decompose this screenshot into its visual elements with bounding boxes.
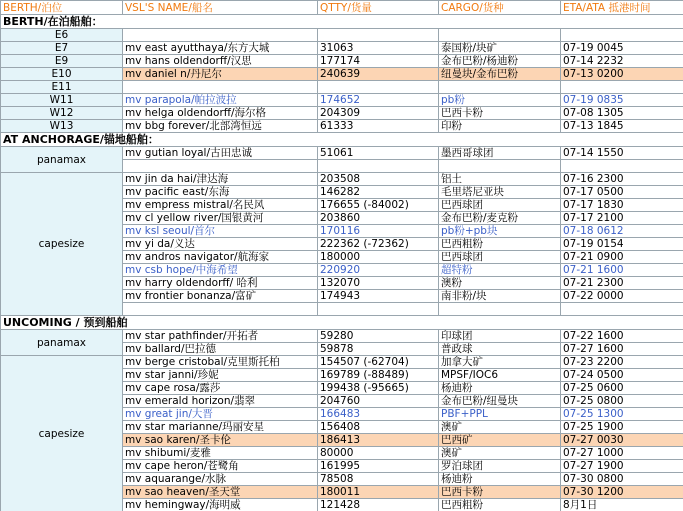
- table-row: [1, 330, 683, 343]
- berth-label-cell[interactable]: E6: [1, 29, 123, 42]
- quantity-cell[interactable]: 170116: [318, 225, 439, 238]
- vessel-name-cell[interactable]: mv jin da hai/津达海: [123, 173, 318, 186]
- eta-cell[interactable]: 07-16 2300: [561, 173, 683, 186]
- header-row: [1, 1, 683, 15]
- cargo-cell[interactable]: 普政球: [439, 343, 561, 356]
- quantity-cell[interactable]: 146282: [318, 186, 439, 199]
- vessel-name-cell[interactable]: mv parapola/帕拉波拉: [123, 94, 318, 107]
- cargo-cell[interactable]: 巴西球团: [439, 199, 561, 212]
- header-cargo[interactable]: CARGO/货种: [439, 1, 561, 15]
- vessel-name-cell[interactable]: mv gutian loyal/古田忠诚: [123, 147, 318, 160]
- eta-cell[interactable]: 07-21 1600: [561, 264, 683, 277]
- cargo-cell[interactable]: 墨西哥球团: [439, 147, 561, 160]
- table-row: [1, 94, 683, 107]
- cargo-cell[interactable]: pb粉: [439, 94, 561, 107]
- cargo-cell[interactable]: 巴西卡粉: [439, 107, 561, 120]
- eta-cell[interactable]: 07-24 0500: [561, 369, 683, 382]
- header-eta[interactable]: ETA/ATA 抵港时间: [561, 1, 683, 15]
- quantity-cell[interactable]: 180000: [318, 251, 439, 264]
- quantity-cell[interactable]: 61333: [318, 120, 439, 133]
- section-title-row: [1, 133, 683, 147]
- cargo-cell[interactable]: 印粉: [439, 120, 561, 133]
- vessel-name-cell[interactable]: [123, 81, 318, 94]
- quantity-cell[interactable]: [318, 160, 439, 173]
- cargo-cell[interactable]: 澳矿: [439, 447, 561, 460]
- vessel-name-cell[interactable]: mv emerald horizon/翡翠: [123, 395, 318, 408]
- table-row: [1, 81, 683, 94]
- vessel-name-cell[interactable]: mv yi da/义达: [123, 238, 318, 251]
- cargo-cell[interactable]: 罗泊球团: [439, 460, 561, 473]
- header-berth[interactable]: BERTH/泊位: [1, 1, 123, 15]
- header-quantity[interactable]: QTTY/货量: [318, 1, 439, 15]
- eta-cell[interactable]: 07-13 1845: [561, 120, 683, 133]
- eta-cell[interactable]: 07-25 0600: [561, 382, 683, 395]
- eta-cell[interactable]: 07-25 0800: [561, 395, 683, 408]
- quantity-cell[interactable]: 186413: [318, 434, 439, 447]
- vessel-name-cell[interactable]: mv star marianne/玛丽安星: [123, 421, 318, 434]
- eta-cell[interactable]: [561, 81, 683, 94]
- cargo-cell[interactable]: 纽曼块/金布巴粉: [439, 68, 561, 81]
- eta-cell[interactable]: 07-17 0500: [561, 186, 683, 199]
- quantity-cell[interactable]: 166483: [318, 408, 439, 421]
- quantity-cell[interactable]: 121428: [318, 499, 439, 511]
- eta-cell[interactable]: [561, 303, 683, 316]
- quantity-cell[interactable]: 176655 (-84002): [318, 199, 439, 212]
- vessel-name-cell[interactable]: mv frontier bonanza/富矿: [123, 290, 318, 303]
- cargo-cell[interactable]: PBF+PPL: [439, 408, 561, 421]
- vessel-name-cell[interactable]: mv star janni/珍妮: [123, 369, 318, 382]
- table-row: [1, 29, 683, 42]
- eta-cell[interactable]: 07-30 0800: [561, 473, 683, 486]
- eta-cell[interactable]: 07-27 0030: [561, 434, 683, 447]
- eta-cell[interactable]: 07-22 0000: [561, 290, 683, 303]
- vessel-name-cell[interactable]: mv star pathfinder/开拓者: [123, 330, 318, 343]
- table-row: [1, 147, 683, 160]
- header-vessel-name[interactable]: VSL'S NAME/船名: [123, 1, 318, 15]
- cargo-cell[interactable]: 泰国粉/块矿: [439, 42, 561, 55]
- section-title[interactable]: BERTH/在泊船舶：: [1, 15, 683, 29]
- quantity-cell[interactable]: 132070: [318, 277, 439, 290]
- quantity-cell[interactable]: [318, 81, 439, 94]
- cargo-cell[interactable]: 加拿大矿: [439, 356, 561, 369]
- table-row: [1, 107, 683, 120]
- vessel-name-cell[interactable]: mv hans oldendorff/汉思: [123, 55, 318, 68]
- berth-label-cell[interactable]: E7: [1, 42, 123, 55]
- eta-cell[interactable]: 07-08 1305: [561, 107, 683, 120]
- quantity-cell[interactable]: 199438 (-95665): [318, 382, 439, 395]
- cargo-cell[interactable]: [439, 29, 561, 42]
- berth-label-cell[interactable]: W12: [1, 107, 123, 120]
- vessel-name-cell[interactable]: mv empress mistral/名民风: [123, 199, 318, 212]
- vessel-name-cell[interactable]: mv shibumi/麦雅: [123, 447, 318, 460]
- quantity-cell[interactable]: 51061: [318, 147, 439, 160]
- cargo-cell[interactable]: 金布巴粉/杨迪粉: [439, 55, 561, 68]
- vessel-name-cell[interactable]: mv ksl seoul/首尔: [123, 225, 318, 238]
- vessel-name-cell[interactable]: mv daniel n/丹尼尔: [123, 68, 318, 81]
- vessel-name-cell[interactable]: mv cape rosa/露莎: [123, 382, 318, 395]
- cargo-cell[interactable]: 南非粉/块: [439, 290, 561, 303]
- quantity-cell[interactable]: 222362 (-72362): [318, 238, 439, 251]
- cargo-cell[interactable]: 澳粉: [439, 277, 561, 290]
- vessel-name-cell[interactable]: mv great jin/大晋: [123, 408, 318, 421]
- quantity-cell[interactable]: 240639: [318, 68, 439, 81]
- eta-cell[interactable]: [561, 160, 683, 173]
- vessel-name-cell[interactable]: [123, 303, 318, 316]
- cargo-cell[interactable]: 铝土: [439, 173, 561, 186]
- eta-cell[interactable]: 07-30 1200: [561, 486, 683, 499]
- berth-label-cell[interactable]: E10: [1, 68, 123, 81]
- berth-label-cell[interactable]: capesize: [1, 356, 123, 511]
- berth-label-cell[interactable]: panamax: [1, 330, 123, 356]
- eta-cell[interactable]: 07-21 0900: [561, 251, 683, 264]
- cargo-cell[interactable]: 金布巴粉/纽曼块: [439, 395, 561, 408]
- quantity-cell[interactable]: 204760: [318, 395, 439, 408]
- cargo-cell[interactable]: 毛里塔尼亚块: [439, 186, 561, 199]
- quantity-cell[interactable]: 31063: [318, 42, 439, 55]
- cargo-cell[interactable]: 印球团: [439, 330, 561, 343]
- vessel-name-cell[interactable]: mv cape heron/苍鹭角: [123, 460, 318, 473]
- cargo-cell[interactable]: [439, 303, 561, 316]
- table-row: [1, 42, 683, 55]
- section-title[interactable]: UNCOMING / 预到船舶: [1, 316, 683, 330]
- cargo-cell[interactable]: 超特粉: [439, 264, 561, 277]
- eta-cell[interactable]: 07-27 1000: [561, 447, 683, 460]
- eta-cell[interactable]: 07-27 1900: [561, 460, 683, 473]
- vessel-name-cell[interactable]: [123, 29, 318, 42]
- berth-label-cell[interactable]: W11: [1, 94, 123, 107]
- eta-cell[interactable]: 07-17 1830: [561, 199, 683, 212]
- cargo-cell[interactable]: 巴西球团: [439, 251, 561, 264]
- eta-cell[interactable]: 07-25 1300: [561, 408, 683, 421]
- vessel-name-cell[interactable]: mv hemingway/海明威: [123, 499, 318, 511]
- eta-cell[interactable]: 07-19 0045: [561, 42, 683, 55]
- vessel-name-cell[interactable]: mv sao karen/圣卡伦: [123, 434, 318, 447]
- eta-cell[interactable]: 07-21 2300: [561, 277, 683, 290]
- quantity-cell[interactable]: 174943: [318, 290, 439, 303]
- vessel-name-cell[interactable]: mv bbg forever/北部湾恒远: [123, 120, 318, 133]
- quantity-cell[interactable]: [318, 303, 439, 316]
- vessel-name-cell[interactable]: mv ballard/巴拉德: [123, 343, 318, 356]
- section-title-row: [1, 15, 683, 29]
- vessel-name-cell[interactable]: mv sao heaven/圣天堂: [123, 486, 318, 499]
- vessel-name-cell[interactable]: mv aquarange/水脉: [123, 473, 318, 486]
- eta-cell[interactable]: 07-19 0154: [561, 238, 683, 251]
- quantity-cell[interactable]: 80000: [318, 447, 439, 460]
- vessel-name-cell[interactable]: mv cl yellow river/国银黄河: [123, 212, 318, 225]
- table-row: [1, 173, 683, 186]
- cargo-cell[interactable]: 巴西粗粉: [439, 238, 561, 251]
- eta-cell[interactable]: 07-19 0835: [561, 94, 683, 107]
- quantity-cell[interactable]: 161995: [318, 460, 439, 473]
- cargo-cell[interactable]: 巴西矿: [439, 434, 561, 447]
- table-row: [1, 68, 683, 81]
- eta-cell[interactable]: 07-13 0200: [561, 68, 683, 81]
- quantity-cell[interactable]: 180011: [318, 486, 439, 499]
- quantity-cell[interactable]: 203860: [318, 212, 439, 225]
- cargo-cell[interactable]: 杨迪粉: [439, 473, 561, 486]
- quantity-cell[interactable]: 59878: [318, 343, 439, 356]
- section-title[interactable]: AT ANCHORAGE/锚地船舶：: [1, 133, 683, 147]
- table-row: [1, 120, 683, 133]
- vessel-name-cell[interactable]: [123, 160, 318, 173]
- cargo-cell[interactable]: pb粉+pb块: [439, 225, 561, 238]
- section-title-row: [1, 316, 683, 330]
- cargo-cell[interactable]: MPSF/IOC6: [439, 369, 561, 382]
- table-row: [1, 356, 683, 369]
- cargo-cell[interactable]: 杨迪粉: [439, 382, 561, 395]
- quantity-cell[interactable]: 154507 (-62704): [318, 356, 439, 369]
- quantity-cell[interactable]: 177174: [318, 55, 439, 68]
- berth-label-cell[interactable]: E11: [1, 81, 123, 94]
- eta-cell[interactable]: 8月1日: [561, 499, 683, 511]
- berth-label-cell[interactable]: panamax: [1, 147, 123, 173]
- eta-cell[interactable]: 07-27 1600: [561, 343, 683, 356]
- vessel-name-cell[interactable]: mv pacific east/东海: [123, 186, 318, 199]
- quantity-cell[interactable]: [318, 29, 439, 42]
- cargo-cell[interactable]: 巴西卡粉: [439, 486, 561, 499]
- table-row: [1, 55, 683, 68]
- vessel-name-cell[interactable]: mv berge cristobal/克里斯托柏: [123, 356, 318, 369]
- eta-cell[interactable]: 07-14 1550: [561, 147, 683, 160]
- eta-cell[interactable]: 07-14 2232: [561, 55, 683, 68]
- eta-cell[interactable]: 07-23 2200: [561, 356, 683, 369]
- vessel-name-cell[interactable]: mv andros navigator/航海家: [123, 251, 318, 264]
- cargo-cell[interactable]: 金布巴粉/麦克粉: [439, 212, 561, 225]
- eta-cell[interactable]: 07-25 1900: [561, 421, 683, 434]
- berth-label-cell[interactable]: W13: [1, 120, 123, 133]
- quantity-cell[interactable]: 204309: [318, 107, 439, 120]
- quantity-cell[interactable]: 156408: [318, 421, 439, 434]
- cargo-cell[interactable]: 澳矿: [439, 421, 561, 434]
- quantity-cell[interactable]: 203508: [318, 173, 439, 186]
- quantity-cell[interactable]: 78508: [318, 473, 439, 486]
- quantity-cell[interactable]: 169789 (-88489): [318, 369, 439, 382]
- cargo-cell[interactable]: [439, 81, 561, 94]
- berth-label-cell[interactable]: E9: [1, 55, 123, 68]
- vessel-name-cell[interactable]: mv east ayutthaya/东方大城: [123, 42, 318, 55]
- quantity-cell[interactable]: 59280: [318, 330, 439, 343]
- vessel-name-cell[interactable]: mv harry oldendorff/ 哈利: [123, 277, 318, 290]
- eta-cell[interactable]: 07-22 1600: [561, 330, 683, 343]
- cargo-cell[interactable]: 巴西粗粉: [439, 499, 561, 511]
- quantity-cell[interactable]: 220920: [318, 264, 439, 277]
- quantity-cell[interactable]: 174652: [318, 94, 439, 107]
- cargo-cell[interactable]: [439, 160, 561, 173]
- eta-cell[interactable]: [561, 29, 683, 42]
- vessel-name-cell[interactable]: mv csb hope/中海希望: [123, 264, 318, 277]
- berth-label-cell[interactable]: capesize: [1, 173, 123, 316]
- eta-cell[interactable]: 07-18 0612: [561, 225, 683, 238]
- table-body: [1, 15, 683, 511]
- eta-cell[interactable]: 07-17 2100: [561, 212, 683, 225]
- vessel-name-cell[interactable]: mv helga oldendorff/海尔格: [123, 107, 318, 120]
